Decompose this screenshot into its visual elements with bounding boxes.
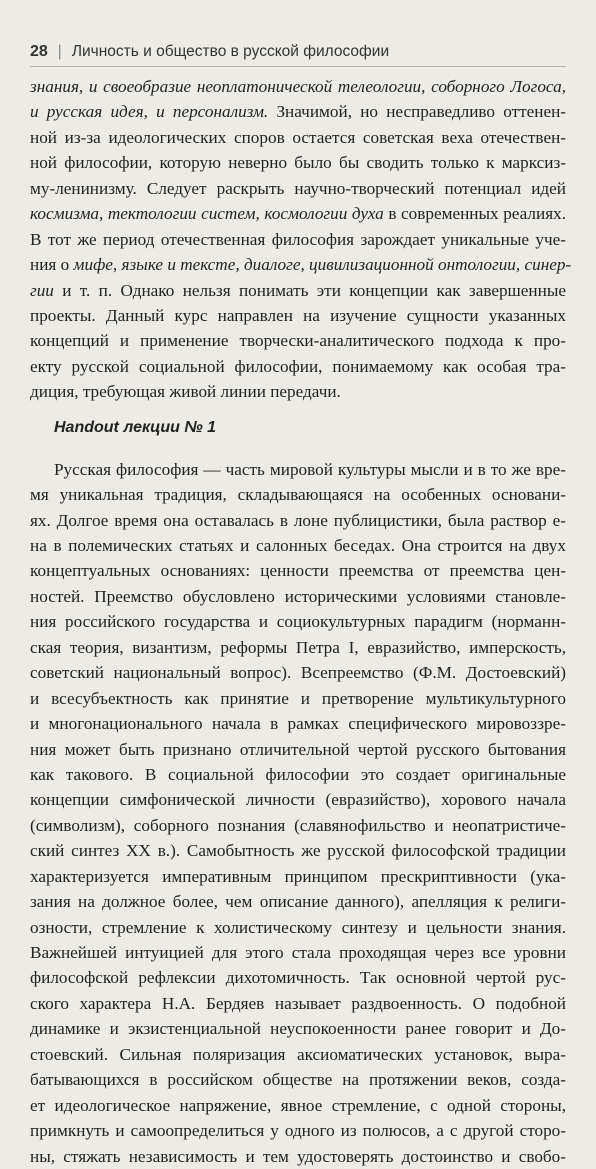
text-line: ния о мифе, языке и тексте, диалоге, цивилизационной онтологии, синер- [30,255,572,275]
text-line: ния может быть признано отличительной чертой русского бытования [30,739,566,759]
running-title: Личность и общество в русской философии [71,43,390,60]
text-line: ская теория, византизм, реформы Петра I, евразийство, имперскость, [30,637,566,657]
text-line: ского характера Н.А. Бердяев называет раздвоенность. О подобной [30,993,566,1013]
text-line: Русская философия — часть мировой культуры мысли и в то же вре- [54,459,566,479]
text-line: ны, стяжать независимость и тем удостоверять достоинство и свобо- [30,1146,566,1166]
header-separator: | [57,43,62,60]
text-line: гии и т. п. Однако нельзя понимать эти концепции как завершенные [30,280,566,300]
text-line: Важнейшей интуицией для этого стала проходящая через все уровни [30,943,566,962]
handout-heading: Handout лекции № 1 [54,418,217,436]
text-line: философской рефлексии дихотомичность. Так основной чертой рус- [30,968,566,988]
text-line: характеризуется императивным принципом прескриптивности (ука- [30,866,566,886]
text-line: проекты. Данный курс направлен на изучение сущности указанных [30,305,566,325]
text-line: В тот же период отечественная философия зарождает уникальные уче- [30,229,566,249]
text-line: ния российского государства и социокультурных парадигм (норманн- [30,612,566,632]
text-line: ях. Долгое время она оставалась в лоне публицистики, была раствор е- [30,510,566,530]
text-line: динамике и экзистенциальной неуспокоенности ранее говорит и До- [30,1019,566,1039]
text-line: му-ленинизму. Следует раскрыть научно-творческий потенциал идей [30,178,566,198]
text-line: батывающихся в российском обществе на протяжении веков, созда- [30,1070,566,1090]
text-line: и многонационального начала в рамках специфического мировоззре- [30,714,566,734]
text-line: стоевский. Сильная поляризация аксиоматических установок, выра- [30,1044,566,1064]
text-line: ский синтез XX в.). Самобытность же русской философской традиции [30,841,566,861]
text-line: зания на должное более, чем описание данного), апелляция к религи- [30,892,566,912]
text-line: на в полемических статьях и салонных беседах. Она строится на двух [30,536,566,555]
text-line: концепций и применение творчески-аналитического подхода к про- [30,331,566,351]
text-line: и всесубъектность как принятие и претворение мультикультурного [30,688,566,708]
running-header [30,38,566,67]
handout-heading-block [30,405,566,457]
text-line: знания, и своеобразие неоплатонической телеологии, соборного Логоса, [30,77,566,96]
text-line: и русская идея, и персонализм. Значимой, но несправедливо оттенен- [30,102,566,122]
text-line: ностей. Преемство обусловлено историческими условиями становле- [30,586,566,606]
text-line: мя уникальная традиция, складывающаяся на особенных основани- [30,485,566,505]
text-line: концептуальных основаниях: ценности преемства от преемства цен- [30,561,566,581]
text-line: екту русской социальной философии, понимаемому как особая тра- [30,356,566,376]
text-line: (символизм), соборного познания (славянофильство и неопатристиче- [30,815,566,835]
page-body [30,74,572,1169]
text-line: примкнуть и самоопределиться у одного из полюсов, а с другой сторо- [30,1121,566,1141]
intro-paragraph [30,74,572,405]
text-line: диция, требующая живой линии передачи. [30,382,341,402]
text-line: концепции симфонической личности (евразийство), хорового начала [30,790,566,810]
text-line: как такового. В социальной философии это создает оригинальные [30,764,566,784]
handout-paragraph [30,457,566,1169]
text-line: ной философии, которую неверно было бы сводить только к марксиз- [30,153,566,173]
text-line: озности, стремление к холистическому синтезу и цельности знания. [30,917,566,937]
text-line: космизма, тектологии систем, космологии духа в современных реалиях. [30,204,566,224]
text-line: советский национальный вопрос). Всепреемство (Ф.М. Достоевский) [30,663,566,683]
page-number: 28 [30,43,48,60]
text-line: ной из-за идеологических споров остается советская веха отечествен- [30,127,566,147]
text-line: ет идеологическое напряжение, явное стремление, с одной стороны, [30,1095,566,1115]
